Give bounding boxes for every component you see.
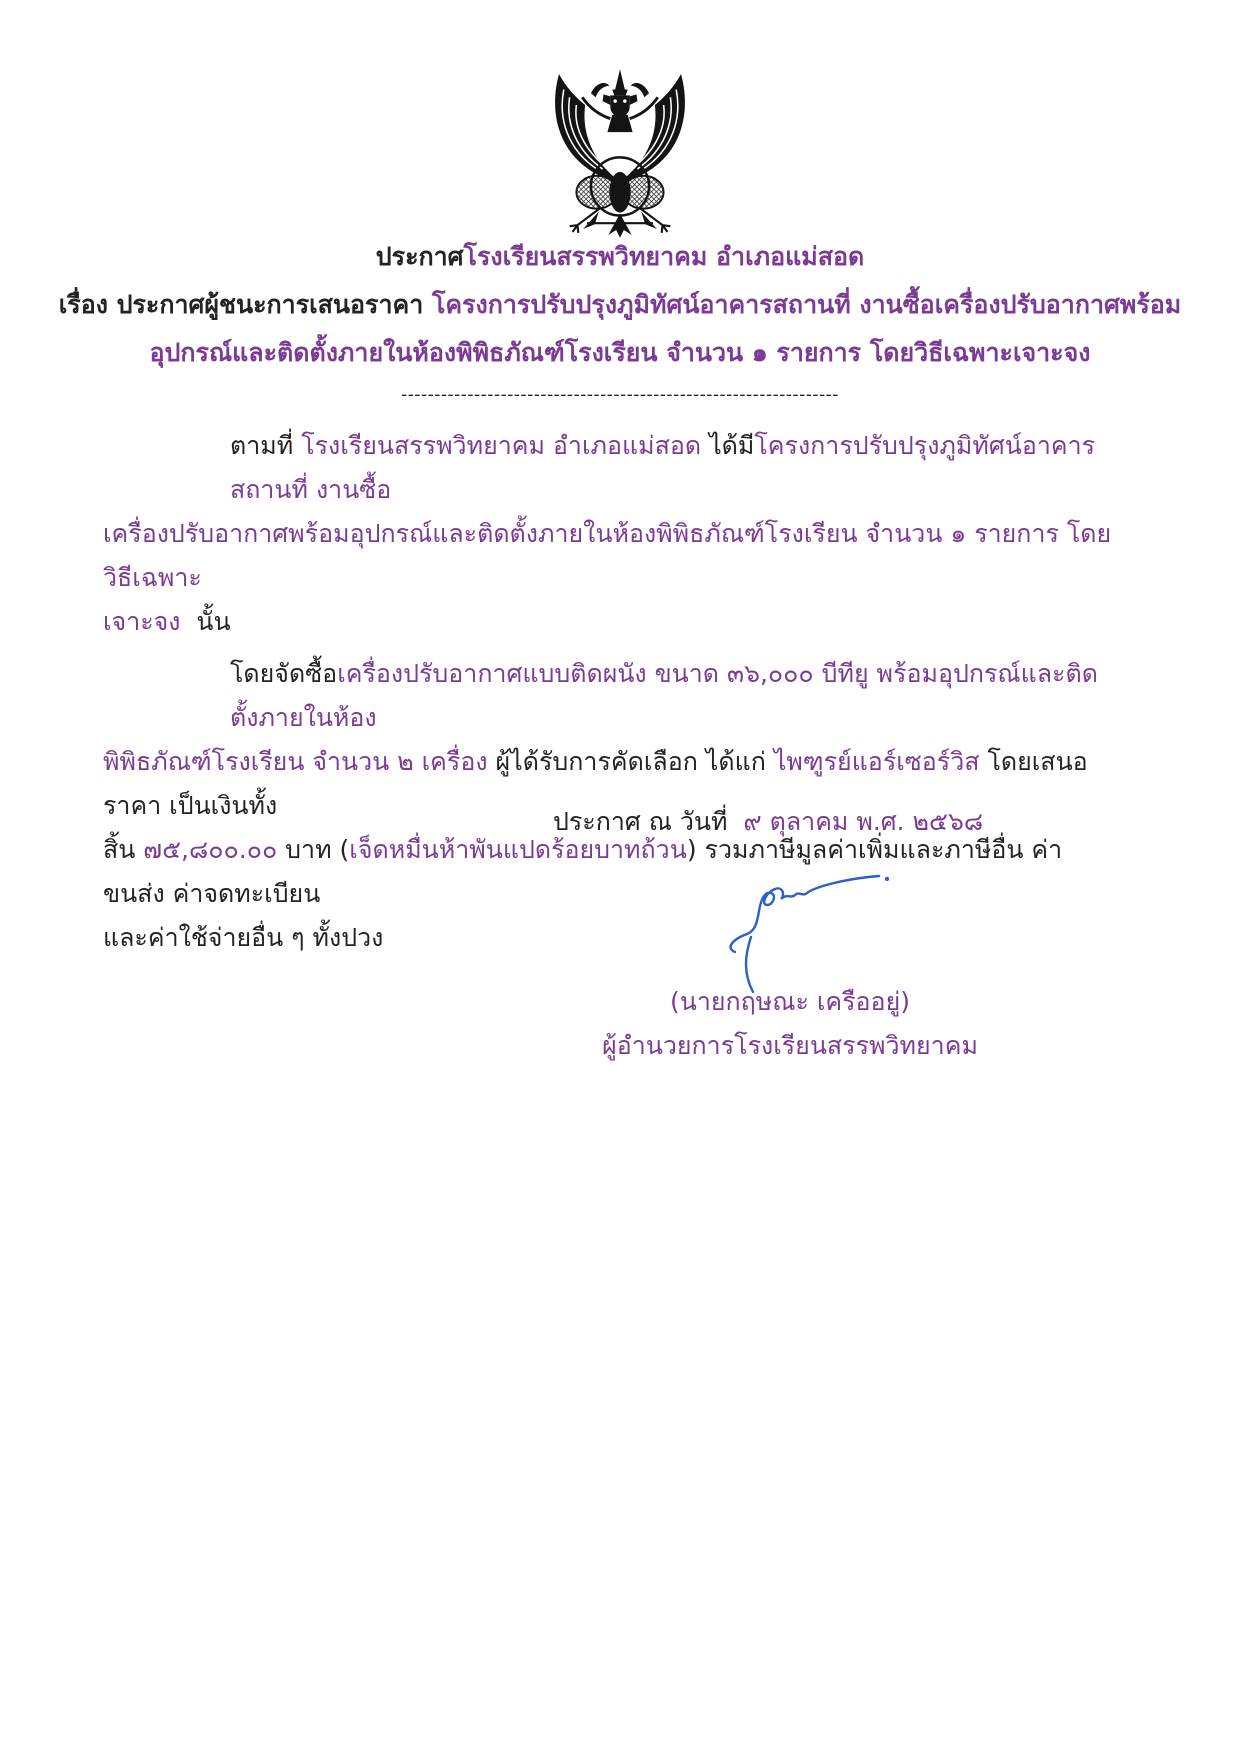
- text-segment: โครงการปรับปรุงภูมิทัศน์อาคารสถานที่ งานซื้อเครื่องปรับอากาศพร้อม: [431, 290, 1182, 319]
- signer-name: (นายกฤษณะ เครืออยู่): [670, 987, 910, 1016]
- text-segment: เครื่องปรับอากาศแบบติดผนัง ขนาด ๓๖,๐๐๐ บีทียู พร้อมอุปกรณ์และติดตั้งภายในห้อง: [230, 659, 1098, 732]
- text-line: [103, 916, 1113, 960]
- text-segment: เรื่อง ประกาศผู้ชนะการเสนอราคา: [58, 290, 432, 319]
- text-segment: และค่าใช้จ่ายอื่น ๆ ทั้งปวง: [103, 923, 384, 952]
- text-segment: นั้น: [180, 607, 231, 636]
- garuda-emblem: [543, 68, 698, 242]
- text-line: [0, 233, 1240, 281]
- text-segment: ตามที่: [230, 431, 302, 460]
- text-segment: โดยเสนอราคา เป็นเงินทั้ง: [103, 747, 1088, 820]
- text-segment: เจ็ดหมื่นห้าพันแปดร้อยบาทถ้วน: [349, 835, 687, 864]
- text-segment: เจาะจง: [103, 607, 181, 636]
- separator-dashed-line: ------------------------------------------------------------------: [401, 385, 839, 405]
- text-segment: ) รวมภาษีมูลค่าเพิ่มและภาษีอื่น ค่าขนส่ง ค่าจดทะเบียน: [103, 835, 1063, 908]
- text-line: [103, 652, 1113, 740]
- announcement-body: [103, 424, 1113, 960]
- text-line: [103, 600, 1113, 644]
- text-segment: โครงการปรับปรุงภูมิทัศน์อาคารสถานที่ งานซื้อ: [230, 431, 1096, 504]
- text-segment: ไพฑูรย์แอร์เซอร์วิส: [773, 747, 988, 776]
- signer-title: ผู้อำนวยการโรงเรียนสรรพวิทยาคม: [602, 1031, 978, 1060]
- text-segment: ๙ ตุลาคม พ.ศ. ๒๕๖๘: [743, 807, 984, 836]
- text-segment: โรงเรียนสรรพวิทยาคม อำเภอแม่สอด: [463, 242, 865, 271]
- announcement-date-line: [553, 800, 983, 844]
- text-segment: บาท (: [277, 835, 350, 864]
- announcement-header: [0, 233, 1240, 377]
- text-line: [0, 329, 1240, 377]
- text-line: [553, 800, 983, 844]
- text-segment: ๗๕,๘๐๐.๐๐: [143, 835, 278, 864]
- text-segment: ประกาศ: [375, 242, 464, 271]
- text-segment: สิ้น: [103, 835, 144, 864]
- text-segment: เครื่องปรับอากาศพร้อมอุปกรณ์และติดตั้งภายในห้องพิพิธภัณฑ์โรงเรียน จำนวน ๑ รายการ โดยวิธีเฉพาะ: [103, 519, 1112, 592]
- text-segment: ผู้ได้รับการคัดเลือก ได้แก่: [495, 747, 774, 776]
- body-paragraph-1: [103, 424, 1113, 644]
- text-line: [0, 281, 1240, 329]
- text-segment: โรงเรียนสรรพวิทยาคม อำเภอแม่สอด: [301, 431, 710, 460]
- text-segment: ได้มี: [709, 431, 755, 460]
- text-segment: พิพิธภัณฑ์โรงเรียน จำนวน ๒ เครื่อง: [103, 747, 496, 776]
- text-segment: โดยจัดซื้อ: [230, 659, 338, 688]
- garuda-emblem-icon: [543, 68, 698, 238]
- text-line: [103, 424, 1113, 512]
- text-segment: ประกาศ ณ วันที่: [553, 807, 744, 836]
- text-line: [103, 512, 1113, 600]
- text-segment: อุปกรณ์และติดตั้งภายในห้องพิพิธภัณฑ์โรงเรียน จำนวน ๑ รายการ โดยวิธีเฉพาะเจาะจง: [149, 338, 1091, 367]
